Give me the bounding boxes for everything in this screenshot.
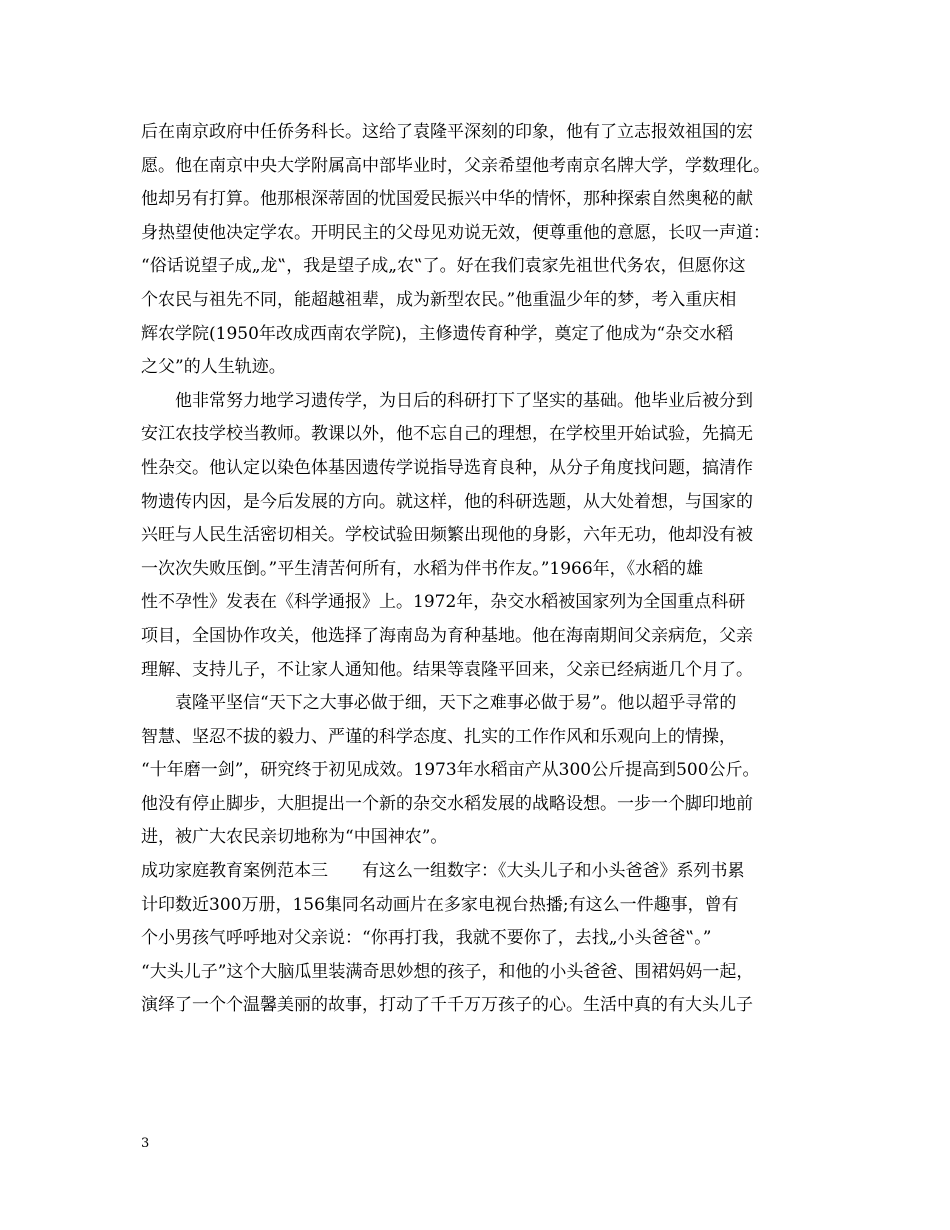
text-line: 一次次失败压倒。”平生清苦何所有，水稻为伴书作友。”1966年，《水稻的雄 [141,558,704,579]
text-line: 性杂交。他认定以染色体基因遗传学说指导选育良种，从分子角度找问题，搞清作 [141,457,753,478]
text-line: 个农民与祖先不同，能超越祖辈，成为新型农民。”他重温少年的梦，考入重庆相 [141,289,737,310]
text-line: 辉农学院(1950年改成西南农学院)，主修遗传育种学，奠定了他成为“杂交水稻 [141,323,734,344]
text-line: 安江农技学校当教师。教课以外，他不忘自己的理想，在学校里开始试验，先搞无 [141,424,753,445]
body-text [141,116,821,1023]
text-line: “十年磨一剑”，研究终于初见成效。1973年水稻亩产从300公斤提高到500公斤。 [141,760,760,781]
text-line: 项目，全国协作攻关，他选择了海南岛为育种基地。他在海南期间父亲病危，父亲 [141,625,753,646]
text-line: 演绎了一个个温馨美丽的故事，打动了千千万万孩子的心。生活中真的有大头儿子 [141,995,753,1016]
text-line: 成功家庭教育案例范本三 有这么一组数字：《大头儿子和小头爸爸》系列书累 [141,861,745,882]
text-line: 身热望使他决定学农。开明民主的父母见劝说无效，便尊重他的意愿，长叹一声道： [141,222,770,243]
text-line: 智慧、坚忍不拔的毅力、严谨的科学态度、扎实的工作作风和乐观向上的情操， [141,726,736,747]
text-line: 理解、支持儿子，不让家人通知他。结果等袁隆平回来，父亲已经病逝几个月了。 [141,659,753,680]
text-line: 兴旺与人民生活密切相关。学校试验田频繁出现他的身影，六年无功，他却没有被 [141,525,753,546]
text-line: 进，被广大农民亲切地称为“中国神农”。 [141,827,448,848]
text-line: 他却另有打算。他那根深蒂固的忧国爱民振兴中华的情怀，那种探索自然奥秘的献 [141,189,753,210]
text-line: “大头儿子”这个大脑瓜里装满奇思妙想的孩子，和他的小头爸爸、围裙妈妈一起， [141,961,754,982]
text-line: 后在南京政府中任侨务科长。这给了袁隆平深刻的印象，他有了立志报效祖国的宏 [141,122,753,142]
text-line: “俗话说望子成„龙‟，我是望子成„农‟了。好在我们袁家先祖世代务农，但愿你这 [141,256,746,277]
text-line: 性不孕性》发表在《科学通报》上。1972年，杂交水稻被国家列为全国重点科研 [141,592,746,613]
paragraph-start-line: 袁隆平坚信“天下之大事必做于细，天下之难事必做于易”。他以超乎寻常的 [175,693,737,714]
paragraph-start-line: 他非常努力地学习遗传学，为日后的科研打下了坚实的基础。他毕业后被分到 [175,390,753,411]
page-number: 3 [141,1136,150,1151]
text-line: 物遗传内因，是今后发展的方向。就这样，他的科研选题，从大处着想，与国家的 [141,491,753,512]
text-line: 计印数近300万册，156集同名动画片在多家电视台热播;有这么一件趣事，曾有 [141,894,739,915]
text-line: 愿。他在南京中央大学附属高中部毕业时，父亲希望他考南京名牌大学，学数理化。 [141,155,770,176]
text-line: 他没有停止脚步，大胆提出一个新的杂交水稻发展的战略设想。一步一个脚印地前 [141,793,753,814]
text-line: 之父”的人生轨迹。 [141,357,286,378]
text-line: 个小男孩气呼呼地对父亲说：“你再打我，我就不要你了，去找„小头爸爸‟。” [141,928,712,949]
